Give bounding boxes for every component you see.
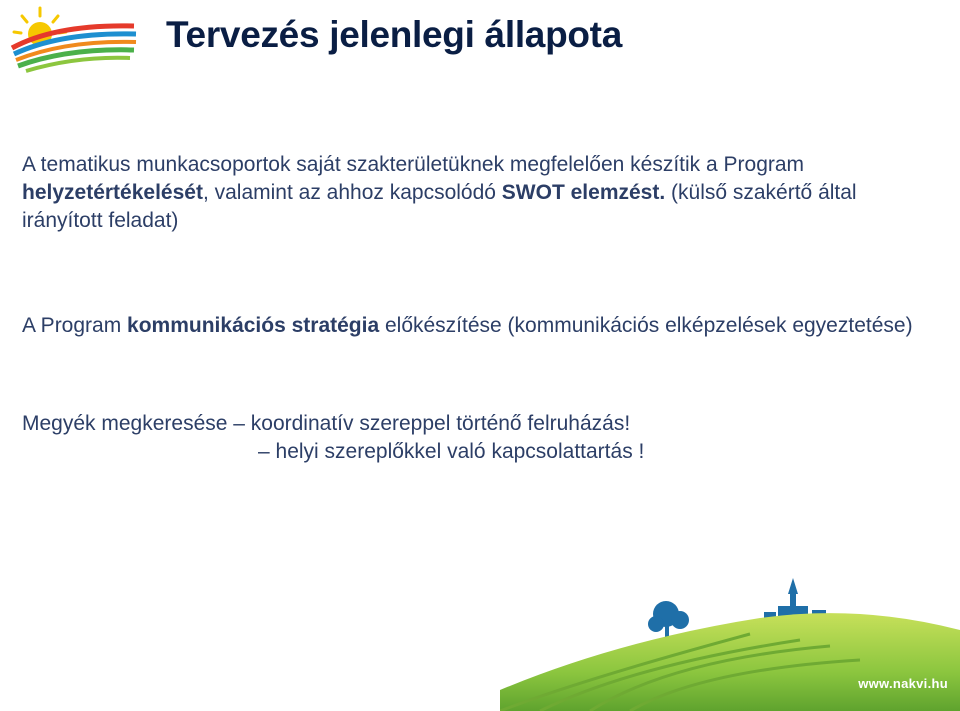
counties-line: Megyék megkeresése – koordinatív szereppel történő felruházás! bbox=[22, 412, 631, 435]
text: előkészítése (kommunikációs elképzelések egyeztetése) bbox=[379, 314, 913, 337]
logo bbox=[6, 4, 138, 74]
text: A Program bbox=[22, 314, 128, 337]
bold-text: SWOT elemzést. bbox=[501, 181, 666, 204]
local-actors-line: – helyi szereplőkkel való kapcsolattartás ! bbox=[258, 440, 645, 463]
text: (külső szakértő által irányított feladat) bbox=[22, 181, 857, 232]
paragraph-counties bbox=[22, 410, 942, 466]
bold-text: helyzetértékelését bbox=[22, 181, 203, 204]
page-title: Tervezés jelenlegi állapota bbox=[166, 14, 622, 55]
text: , valamint az ahhoz kapcsolódó bbox=[202, 181, 502, 204]
website-url: www.nakvi.hu bbox=[858, 676, 948, 691]
paragraph-communication-strategy bbox=[22, 312, 942, 340]
bold-text: kommunikációs stratégia bbox=[127, 314, 380, 337]
text: A tematikus munkacsoportok saját szakterületüknek megfelelően készítik a Program bbox=[22, 153, 805, 176]
paragraph-situation-analysis bbox=[22, 151, 922, 235]
